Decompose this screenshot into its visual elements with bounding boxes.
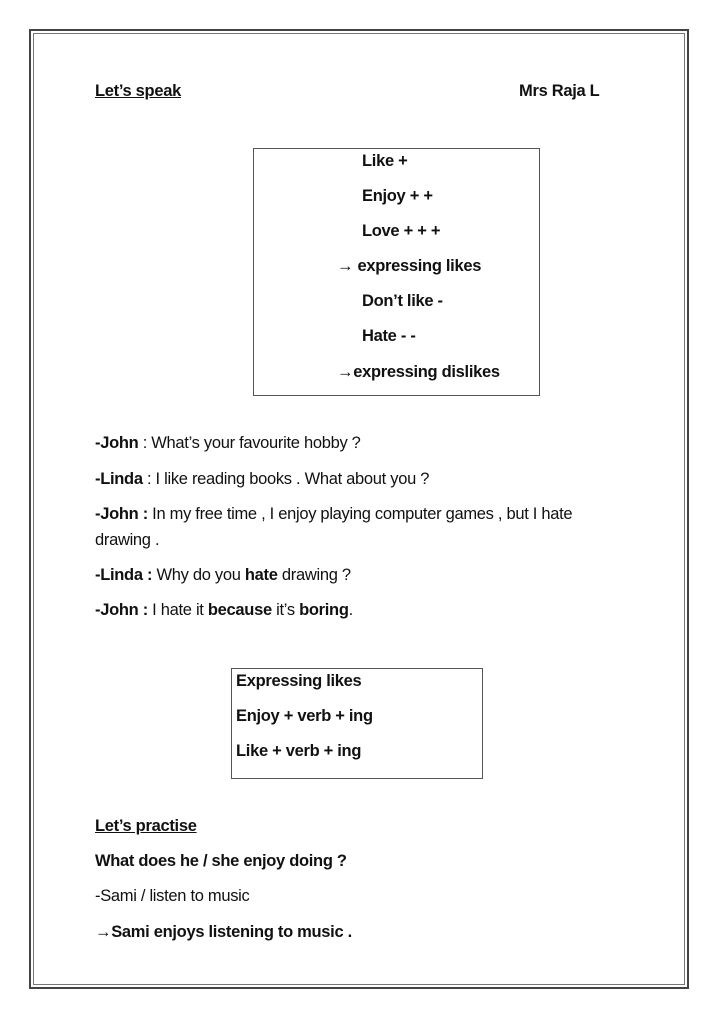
speech: In my free time , I enjoy playing computer games , but I hate [147,505,573,523]
section-title-lets-speak: Let’s speak [95,82,181,100]
vocab-line: Enjoy + + [362,187,433,205]
rule-line: Enjoy + verb + ing [236,707,373,725]
dialogue-line [95,469,429,489]
speech-bold: hate [244,566,278,584]
speech-bold: because [207,601,272,619]
practise-question: What does he / she enjoy doing ? [95,852,347,870]
dialogue-line [95,565,351,585]
speaker: -Linda : [95,566,153,584]
speech-bold: boring [299,601,349,619]
author-name: Mrs Raja L [519,82,600,100]
dialogue-line [95,433,361,453]
practise-prompt: -Sami / listen to music [95,887,250,905]
speaker: -John [95,434,139,452]
speech: I hate it [147,601,208,619]
rule-line: Like + verb + ing [236,742,362,760]
rule-line: Expressing likes [236,672,362,690]
speech: . [348,601,353,619]
speaker: -John : [95,505,148,523]
vocab-line: → expressing likes [337,257,482,275]
speaker: -Linda [95,470,143,488]
speech: : What’s your favourite hobby ? [138,434,361,452]
speech: : I like reading books . What about you ? [142,470,430,488]
vocab-line: Love + + + [362,222,441,240]
vocab-line: Like + [362,152,408,170]
section-title-lets-practise: Let’s practise [95,817,197,835]
speaker: -John : [95,601,148,619]
vocab-line: →expressing dislikes [337,363,500,381]
dialogue-continuation: drawing . [95,531,160,549]
vocab-line: Hate - - [362,327,416,345]
dialogue-line [95,504,572,524]
vocab-line: Don’t like - [362,292,443,310]
speech: drawing ? [277,566,351,584]
speech: it’s [271,601,300,619]
speech: Why do you [152,566,245,584]
dialogue-line [95,600,353,620]
practise-answer: →Sami enjoys listening to music . [95,923,352,941]
